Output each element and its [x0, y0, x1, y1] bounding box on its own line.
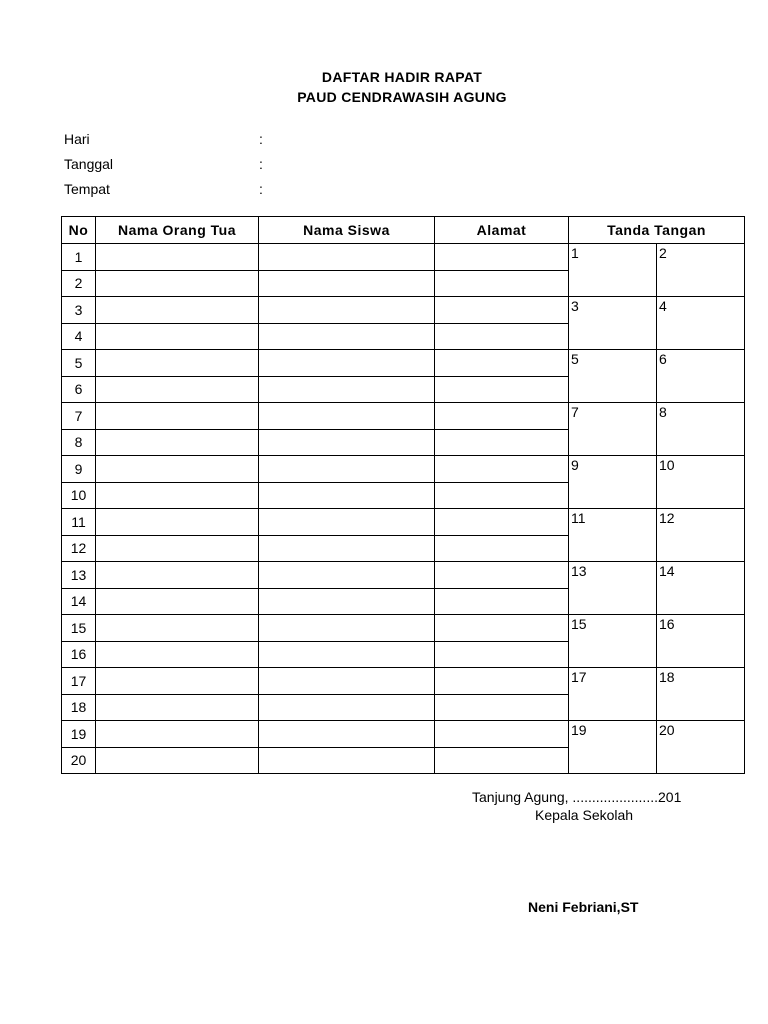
- nama-orang-tua-cell: [96, 270, 259, 297]
- alamat-cell: [435, 429, 569, 456]
- tanggal-colon: :: [259, 156, 263, 172]
- signature-cell: 11: [569, 509, 657, 562]
- table-row: [62, 244, 745, 271]
- signature-cell: 15: [569, 615, 657, 668]
- row-number: 2: [62, 270, 96, 297]
- row-number: 4: [62, 323, 96, 350]
- header-tanda-tangan: Tanda Tangan: [569, 217, 745, 244]
- document-title: DAFTAR HADIR RAPAT: [321, 69, 483, 85]
- alamat-cell: [435, 350, 569, 377]
- nama-siswa-cell: [259, 429, 435, 456]
- signatory-name: Neni Febriani,ST: [528, 899, 639, 915]
- row-number: 9: [62, 456, 96, 483]
- row-number: 11: [62, 509, 96, 536]
- nama-orang-tua-cell: [96, 456, 259, 483]
- nama-siswa-cell: [259, 721, 435, 748]
- table-row: [62, 350, 745, 377]
- nama-orang-tua-cell: [96, 350, 259, 377]
- nama-orang-tua-cell: [96, 429, 259, 456]
- alamat-cell: [435, 535, 569, 562]
- alamat-cell: [435, 509, 569, 536]
- signature-cell: 5: [569, 350, 657, 403]
- attendance-table: [61, 216, 745, 774]
- row-number: 7: [62, 403, 96, 430]
- nama-siswa-cell: [259, 403, 435, 430]
- tempat-colon: :: [259, 181, 263, 197]
- signature-cell: 2: [657, 244, 745, 297]
- nama-siswa-cell: [259, 668, 435, 695]
- nama-siswa-cell: [259, 747, 435, 774]
- signature-cell: 18: [657, 668, 745, 721]
- nama-siswa-cell: [259, 350, 435, 377]
- nama-orang-tua-cell: [96, 668, 259, 695]
- row-number: 20: [62, 747, 96, 774]
- nama-siswa-cell: [259, 376, 435, 403]
- alamat-cell: [435, 747, 569, 774]
- row-number: 18: [62, 694, 96, 721]
- nama-siswa-cell: [259, 694, 435, 721]
- header-no: No: [62, 217, 96, 244]
- nama-siswa-cell: [259, 641, 435, 668]
- nama-orang-tua-cell: [96, 297, 259, 324]
- signature-cell: 17: [569, 668, 657, 721]
- nama-siswa-cell: [259, 535, 435, 562]
- row-number: 3: [62, 297, 96, 324]
- alamat-cell: [435, 482, 569, 509]
- hari-label: Hari: [64, 131, 90, 147]
- place-date: Tanjung Agung, ......................201: [472, 789, 682, 805]
- alamat-cell: [435, 562, 569, 589]
- row-number: 15: [62, 615, 96, 642]
- alamat-cell: [435, 323, 569, 350]
- signature-cell: 4: [657, 297, 745, 350]
- signature-cell: 7: [569, 403, 657, 456]
- signature-cell: 6: [657, 350, 745, 403]
- nama-orang-tua-cell: [96, 244, 259, 271]
- alamat-cell: [435, 376, 569, 403]
- row-number: 14: [62, 588, 96, 615]
- table-row: [62, 668, 745, 695]
- nama-siswa-cell: [259, 323, 435, 350]
- table-row: [62, 615, 745, 642]
- nama-siswa-cell: [259, 509, 435, 536]
- nama-siswa-cell: [259, 562, 435, 589]
- alamat-cell: [435, 721, 569, 748]
- nama-orang-tua-cell: [96, 535, 259, 562]
- alamat-cell: [435, 588, 569, 615]
- alamat-cell: [435, 694, 569, 721]
- row-number: 16: [62, 641, 96, 668]
- nama-orang-tua-cell: [96, 721, 259, 748]
- row-number: 6: [62, 376, 96, 403]
- alamat-cell: [435, 270, 569, 297]
- document-subtitle: PAUD CENDRAWASIH AGUNG: [297, 89, 507, 105]
- header-nama-orang-tua: Nama Orang Tua: [96, 217, 259, 244]
- nama-orang-tua-cell: [96, 403, 259, 430]
- table-header-row: [62, 217, 745, 244]
- row-number: 12: [62, 535, 96, 562]
- nama-orang-tua-cell: [96, 641, 259, 668]
- row-number: 8: [62, 429, 96, 456]
- table-row: [62, 456, 745, 483]
- table-row: [62, 721, 745, 748]
- signature-cell: 13: [569, 562, 657, 615]
- row-number: 17: [62, 668, 96, 695]
- header-alamat: Alamat: [435, 217, 569, 244]
- signature-cell: 9: [569, 456, 657, 509]
- nama-orang-tua-cell: [96, 376, 259, 403]
- signature-cell: 19: [569, 721, 657, 774]
- hari-colon: :: [259, 131, 263, 147]
- nama-siswa-cell: [259, 482, 435, 509]
- signature-cell: 10: [657, 456, 745, 509]
- alamat-cell: [435, 668, 569, 695]
- header-nama-siswa: Nama Siswa: [259, 217, 435, 244]
- nama-orang-tua-cell: [96, 747, 259, 774]
- signature-cell: 8: [657, 403, 745, 456]
- nama-siswa-cell: [259, 588, 435, 615]
- signature-cell: 16: [657, 615, 745, 668]
- table-row: [62, 297, 745, 324]
- nama-siswa-cell: [259, 615, 435, 642]
- nama-orang-tua-cell: [96, 562, 259, 589]
- nama-orang-tua-cell: [96, 482, 259, 509]
- nama-orang-tua-cell: [96, 588, 259, 615]
- nama-orang-tua-cell: [96, 615, 259, 642]
- nama-orang-tua-cell: [96, 323, 259, 350]
- nama-orang-tua-cell: [96, 509, 259, 536]
- alamat-cell: [435, 244, 569, 271]
- tempat-label: Tempat: [64, 181, 110, 197]
- signatory-role: Kepala Sekolah: [535, 807, 634, 823]
- nama-siswa-cell: [259, 297, 435, 324]
- table-row: [62, 403, 745, 430]
- tanggal-label: Tanggal: [64, 156, 114, 172]
- nama-siswa-cell: [259, 456, 435, 483]
- alamat-cell: [435, 641, 569, 668]
- nama-orang-tua-cell: [96, 694, 259, 721]
- row-number: 1: [62, 244, 96, 271]
- signature-cell: 1: [569, 244, 657, 297]
- alamat-cell: [435, 456, 569, 483]
- signature-cell: 14: [657, 562, 745, 615]
- table-row: [62, 562, 745, 589]
- row-number: 13: [62, 562, 96, 589]
- alamat-cell: [435, 403, 569, 430]
- signature-cell: 3: [569, 297, 657, 350]
- row-number: 5: [62, 350, 96, 377]
- nama-siswa-cell: [259, 244, 435, 271]
- signature-cell: 20: [657, 721, 745, 774]
- nama-siswa-cell: [259, 270, 435, 297]
- alamat-cell: [435, 615, 569, 642]
- alamat-cell: [435, 297, 569, 324]
- signature-cell: 12: [657, 509, 745, 562]
- row-number: 19: [62, 721, 96, 748]
- table-row: [62, 509, 745, 536]
- row-number: 10: [62, 482, 96, 509]
